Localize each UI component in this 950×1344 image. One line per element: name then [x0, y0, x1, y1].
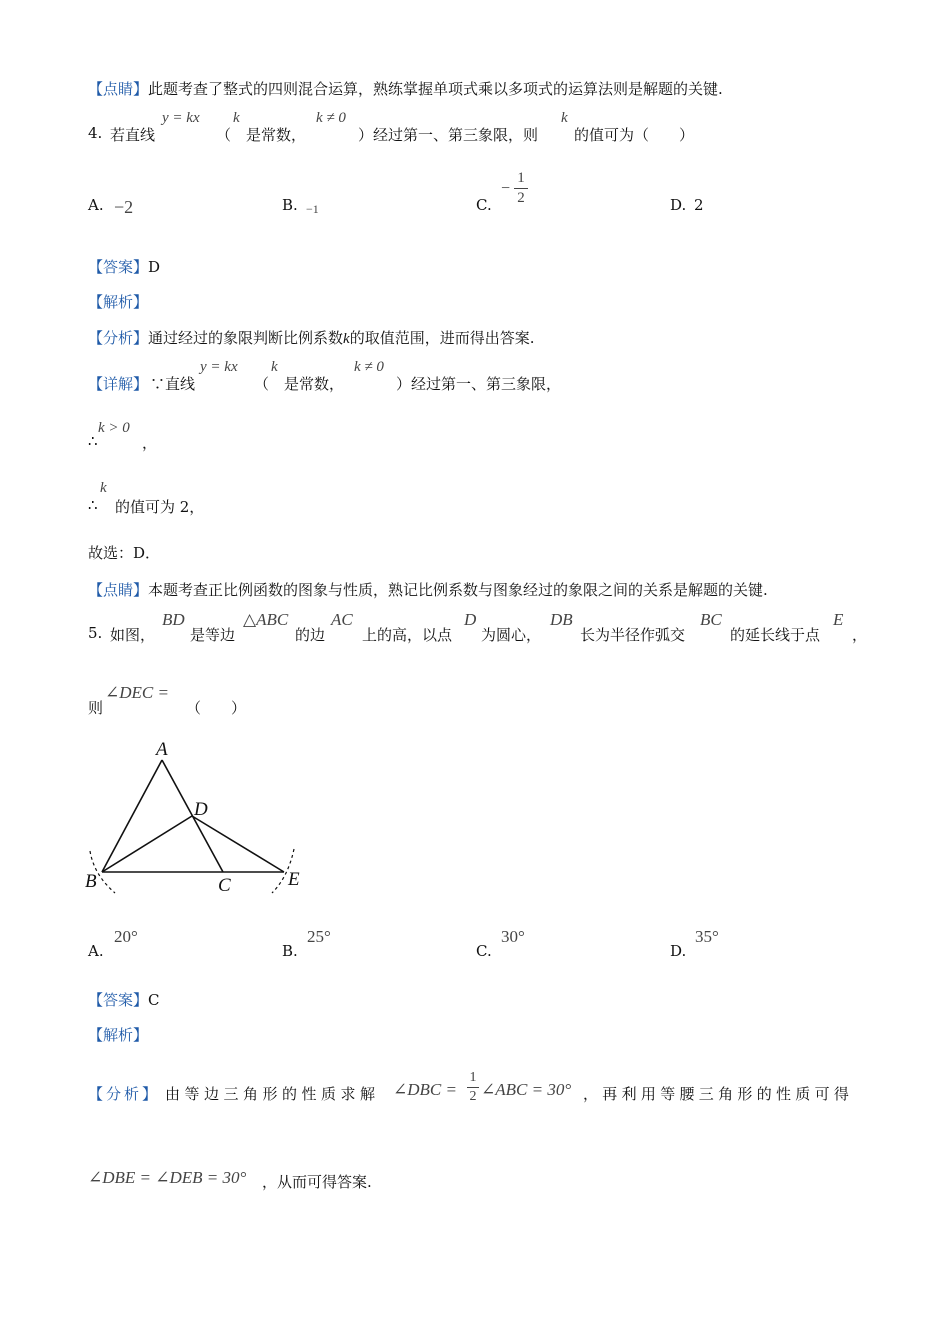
- dianjing-tag: 【点睛】: [88, 581, 149, 599]
- final-choice: 故选：D．: [88, 544, 161, 562]
- question-number: 4.: [88, 124, 103, 142]
- answer-line: [88, 256, 160, 277]
- math-y-kx: y = kx: [162, 110, 200, 126]
- math-k: k: [343, 331, 350, 347]
- answer-tag: 【答案】: [88, 258, 149, 276]
- vertex-label-d: D: [194, 799, 208, 820]
- answer-value: D: [148, 258, 161, 276]
- math-angle-dec: ∠DEC =: [105, 683, 169, 702]
- dianjing-line: [88, 78, 723, 99]
- option-b-value: −1: [306, 202, 319, 216]
- fenxi-tag: 【分析】: [88, 1085, 161, 1103]
- question-text: 的边: [295, 626, 326, 644]
- segment-bd: [102, 816, 192, 872]
- question-text: 若直线: [110, 126, 156, 144]
- fraction-one-half: [467, 1070, 479, 1105]
- question-text: ）经过第一、第三象限，则: [358, 126, 539, 144]
- math-bc: BC: [700, 610, 722, 629]
- xiangjie-text: （: [254, 375, 270, 393]
- jiexi-tag: 【解析】: [88, 1026, 149, 1044]
- segment-de: [192, 816, 284, 872]
- vertex-label-e: E: [288, 869, 300, 890]
- option-b-label[interactable]: B.: [282, 196, 298, 214]
- dianjing-text: 此题考查了整式的四则混合运算，熟练掌握单项式乘以多项式的运算法则是解题的关键.: [148, 80, 723, 98]
- question-text: 是等边: [190, 626, 236, 644]
- option-a-value: 20°: [114, 927, 138, 946]
- math-k-gt-0: k > 0: [98, 420, 130, 436]
- math-triangle-abc: △ABC: [243, 610, 289, 629]
- math-db: DB: [550, 610, 573, 629]
- math-k-ne-0: k ≠ 0: [316, 110, 346, 126]
- math-angle-dbe: ∠DBE = ∠DEB = 30°: [88, 1168, 247, 1187]
- math-k: k: [233, 110, 240, 126]
- math-k: k: [271, 359, 278, 375]
- question-text: （: [216, 126, 232, 144]
- option-c-fraction: [514, 170, 528, 207]
- fenxi-line: [88, 327, 534, 348]
- math-d: D: [464, 610, 477, 629]
- fraction-numerator: 1: [517, 170, 525, 186]
- vertex-label-c: C: [218, 875, 231, 896]
- option-d-label[interactable]: D.: [670, 942, 687, 960]
- xiangjie-text: ∵直线: [150, 375, 196, 393]
- answer-value: C: [148, 991, 160, 1009]
- math-bd: BD: [162, 610, 185, 629]
- jiexi-line: [88, 1024, 148, 1045]
- fenxi-text: 通过经过的象限判断比例系数: [148, 329, 344, 347]
- xiangjie-tag: 【详解】: [88, 375, 149, 393]
- fraction-numerator: 1: [469, 1070, 477, 1085]
- question-text: 则: [88, 699, 104, 717]
- option-b-value: 25°: [307, 927, 331, 946]
- question-text: 上的高，以点: [362, 626, 453, 644]
- fenxi-text: 的取值范围，进而得出答案.: [349, 329, 535, 347]
- fenxi-text: ，从而可得答案.: [262, 1173, 372, 1191]
- step-text: 的值可为 2，: [115, 498, 205, 516]
- question-text: 为圆心，: [481, 626, 542, 644]
- answer-tag: 【答案】: [88, 991, 149, 1009]
- fraction-denominator: 2: [517, 190, 525, 206]
- side-ab: [102, 760, 162, 872]
- fenxi-tag: 【分析】: [88, 329, 149, 347]
- option-a-value: −2: [114, 197, 134, 217]
- dianjing-tag: 【点睛】: [88, 80, 149, 98]
- math-k-ne-0: k ≠ 0: [354, 359, 384, 375]
- question-text: 的值可为（ ）: [574, 126, 695, 144]
- question-text: （ ）: [186, 699, 247, 717]
- question-text: 是常数，: [246, 126, 307, 144]
- question-text: 的延长线于点: [730, 626, 821, 644]
- option-a-label[interactable]: A.: [88, 942, 104, 960]
- option-d-label[interactable]: D.: [670, 196, 687, 214]
- fraction-denominator: 2: [469, 1089, 477, 1104]
- option-d-value: 2: [694, 196, 704, 214]
- option-a-label[interactable]: A.: [88, 196, 104, 214]
- step-text: ，: [142, 434, 158, 452]
- dianjing-line: [88, 579, 768, 600]
- option-d-value: 35°: [695, 927, 719, 946]
- jiexi-tag: 【解析】: [88, 293, 149, 311]
- triangle-figure: [80, 735, 320, 900]
- question-text: 长为半径作弧交: [580, 626, 686, 644]
- math-k: k: [100, 480, 107, 496]
- question-number: 5.: [88, 624, 103, 642]
- therefore-symbol: ∴: [88, 432, 98, 450]
- math-angle-abc: ∠ABC = 30°: [481, 1080, 572, 1099]
- option-c-value: 30°: [501, 927, 525, 946]
- vertex-label-a: A: [156, 739, 168, 760]
- option-c-label[interactable]: C.: [476, 196, 492, 214]
- xiangjie-text: 是常数，: [284, 375, 345, 393]
- question-text: ，: [852, 626, 868, 644]
- fenxi-text: 由等边三角形的性质求解: [165, 1085, 380, 1103]
- math-k: k: [561, 110, 568, 126]
- math-angle-dbc: ∠DBC =: [393, 1080, 457, 1099]
- fenxi-text: ，再利用等腰三角形的性质可得: [583, 1085, 854, 1103]
- jiexi-line: [88, 291, 148, 312]
- answer-line: [88, 989, 160, 1010]
- option-c-label[interactable]: C.: [476, 942, 492, 960]
- math-y-kx: y = kx: [200, 359, 238, 375]
- math-ac: AC: [331, 610, 353, 629]
- option-b-label[interactable]: B.: [282, 942, 298, 960]
- question-text: 如图，: [110, 626, 156, 644]
- xiangjie-text: ）经过第一、第三象限，: [396, 375, 562, 393]
- option-c-minus: −: [501, 180, 511, 197]
- vertex-label-b: B: [85, 871, 97, 892]
- dianjing-text: 本题考查正比例函数的图象与性质，熟记比例系数与图象经过的象限之间的关系是解题的关键.: [148, 581, 768, 599]
- math-e: E: [833, 610, 844, 629]
- therefore-symbol: ∴: [88, 496, 98, 514]
